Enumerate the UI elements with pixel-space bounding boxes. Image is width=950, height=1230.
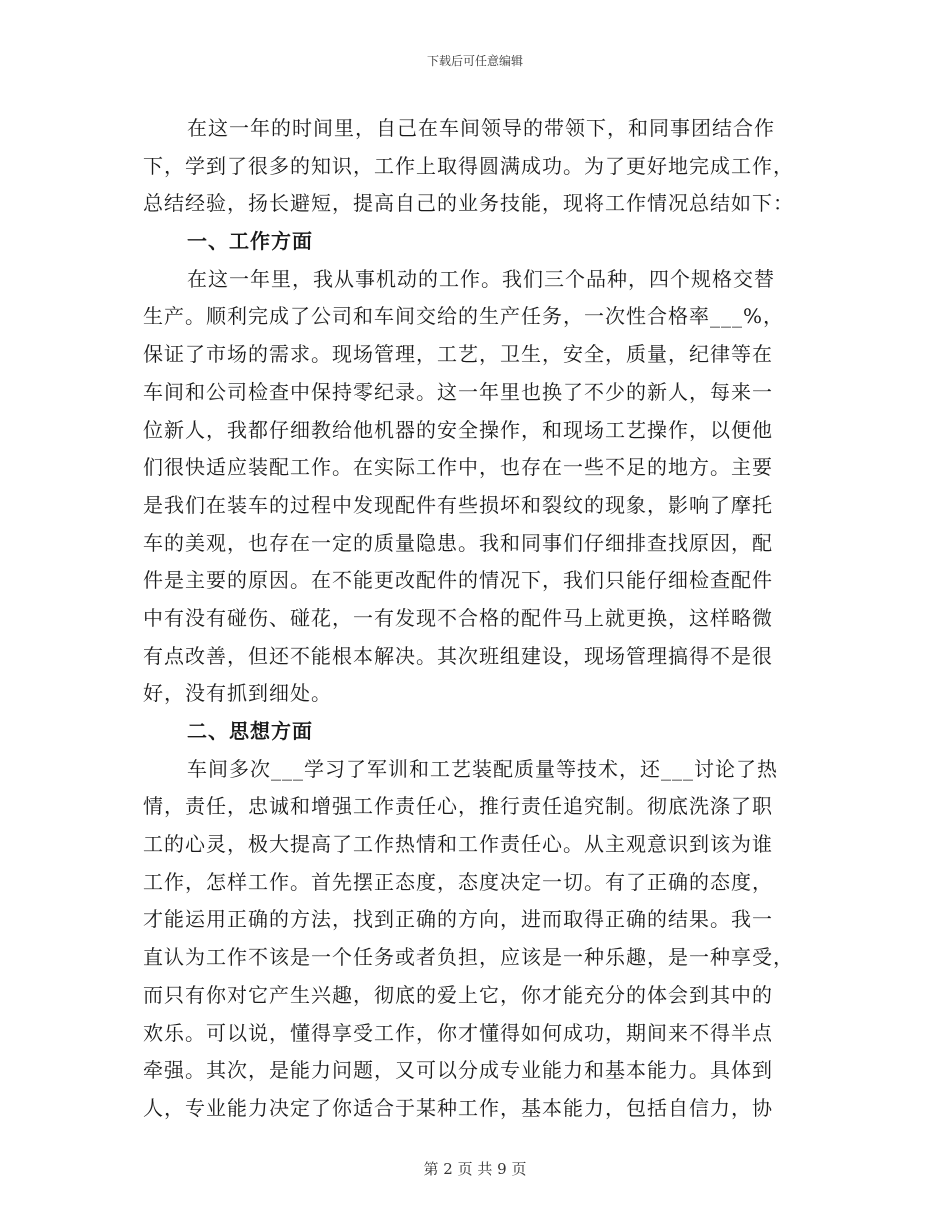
document-body <box>143 110 803 1128</box>
paragraph-line: 牵强。其次，是能力问题，又可以分成专业能力和基本能力。具体到 <box>143 1058 773 1083</box>
paragraph-line: 是我们在装车的过程中发现配件有些损坏和裂纹的现象，影响了摩托 <box>143 492 773 517</box>
section-heading: 二、思想方面 <box>187 719 313 743</box>
paragraph-line: 才能运用正确的方法，找到正确的方向，进而取得正确的结果。我一 <box>143 907 773 932</box>
paragraph-line: 工的心灵，极大提高了工作热情和工作责任心。从主观意识到该为谁 <box>143 832 773 857</box>
paragraph-line: 在这一年里，我从事机动的工作。我们三个品种，四个规格交替 <box>187 266 775 291</box>
paragraph-line: 下，学到了很多的知识，工作上取得圆满成功。为了更好地完成工作， <box>143 153 794 178</box>
paragraph-line: 生产。顺利完成了公司和车间交给的生产任务，一次性合格率___%， <box>143 304 785 329</box>
paragraph-line: 们很快适应装配工作。在实际工作中，也存在一些不足的地方。主要 <box>143 455 773 480</box>
paragraph-line: 情，责任，忠诚和增强工作责任心，推行责任追究制。彻底洗涤了职 <box>143 794 773 819</box>
paragraph-line: 有点改善，但还不能根本解决。其次班组建设，现场管理搞得不是很 <box>143 643 773 668</box>
paragraph-line: 欢乐。可以说，懂得享受工作，你才懂得如何成功，期间来不得半点 <box>143 1020 773 1045</box>
paragraph-line: 而只有你对它产生兴趣，彻底的爱上它，你才能充分的体会到其中的 <box>143 982 773 1007</box>
paragraph-line: 人，专业能力决定了你适合于某种工作，基本能力，包括自信力，协 <box>143 1095 773 1120</box>
paragraph-line: 件是主要的原因。在不能更改配件的情况下，我们只能仔细检查配件 <box>143 568 773 593</box>
paragraph-line: 车间多次___学习了军训和工艺装配质量等技术，还___讨论了热 <box>187 756 778 781</box>
paragraph-line: 中有没有碰伤、碰花，一有发现不合格的配件马上就更换，这样略微 <box>143 605 773 630</box>
paragraph-line: 保证了市场的需求。现场管理，工艺，卫生，安全，质量，纪律等在 <box>143 342 773 367</box>
page-header: 下载后可任意编辑 <box>426 54 523 68</box>
section-heading: 一、工作方面 <box>187 229 313 254</box>
paragraph-line: 工作，怎样工作。首先摆正态度，态度决定一切。有了正确的态度， <box>143 869 773 894</box>
paragraph-line: 车的美观，也存在一定的质量隐患。我和同事们仔细排查找原因，配 <box>143 530 773 555</box>
paragraph-line: 在这一年的时间里，自己在车间领导的带领下，和同事团结合作 <box>187 116 775 140</box>
paragraph-line: 总结经验，扬长避短，提高自己的业务技能，现将工作情况总结如下： <box>143 191 794 216</box>
page-footer: 第 2 页 共 9 页 <box>423 1160 527 1178</box>
paragraph-line: 好，没有抓到细处。 <box>143 681 332 706</box>
paragraph-line: 位新人，我都仔细教给他机器的安全操作，和现场工艺操作，以便他 <box>143 417 773 442</box>
paragraph-line: 车间和公司检查中保持零纪录。这一年里也换了不少的新人，每来一 <box>143 379 773 404</box>
paragraph-line: 直认为工作不该是一个任务或者负担，应该是一种乐趣，是一种享受， <box>143 945 794 970</box>
